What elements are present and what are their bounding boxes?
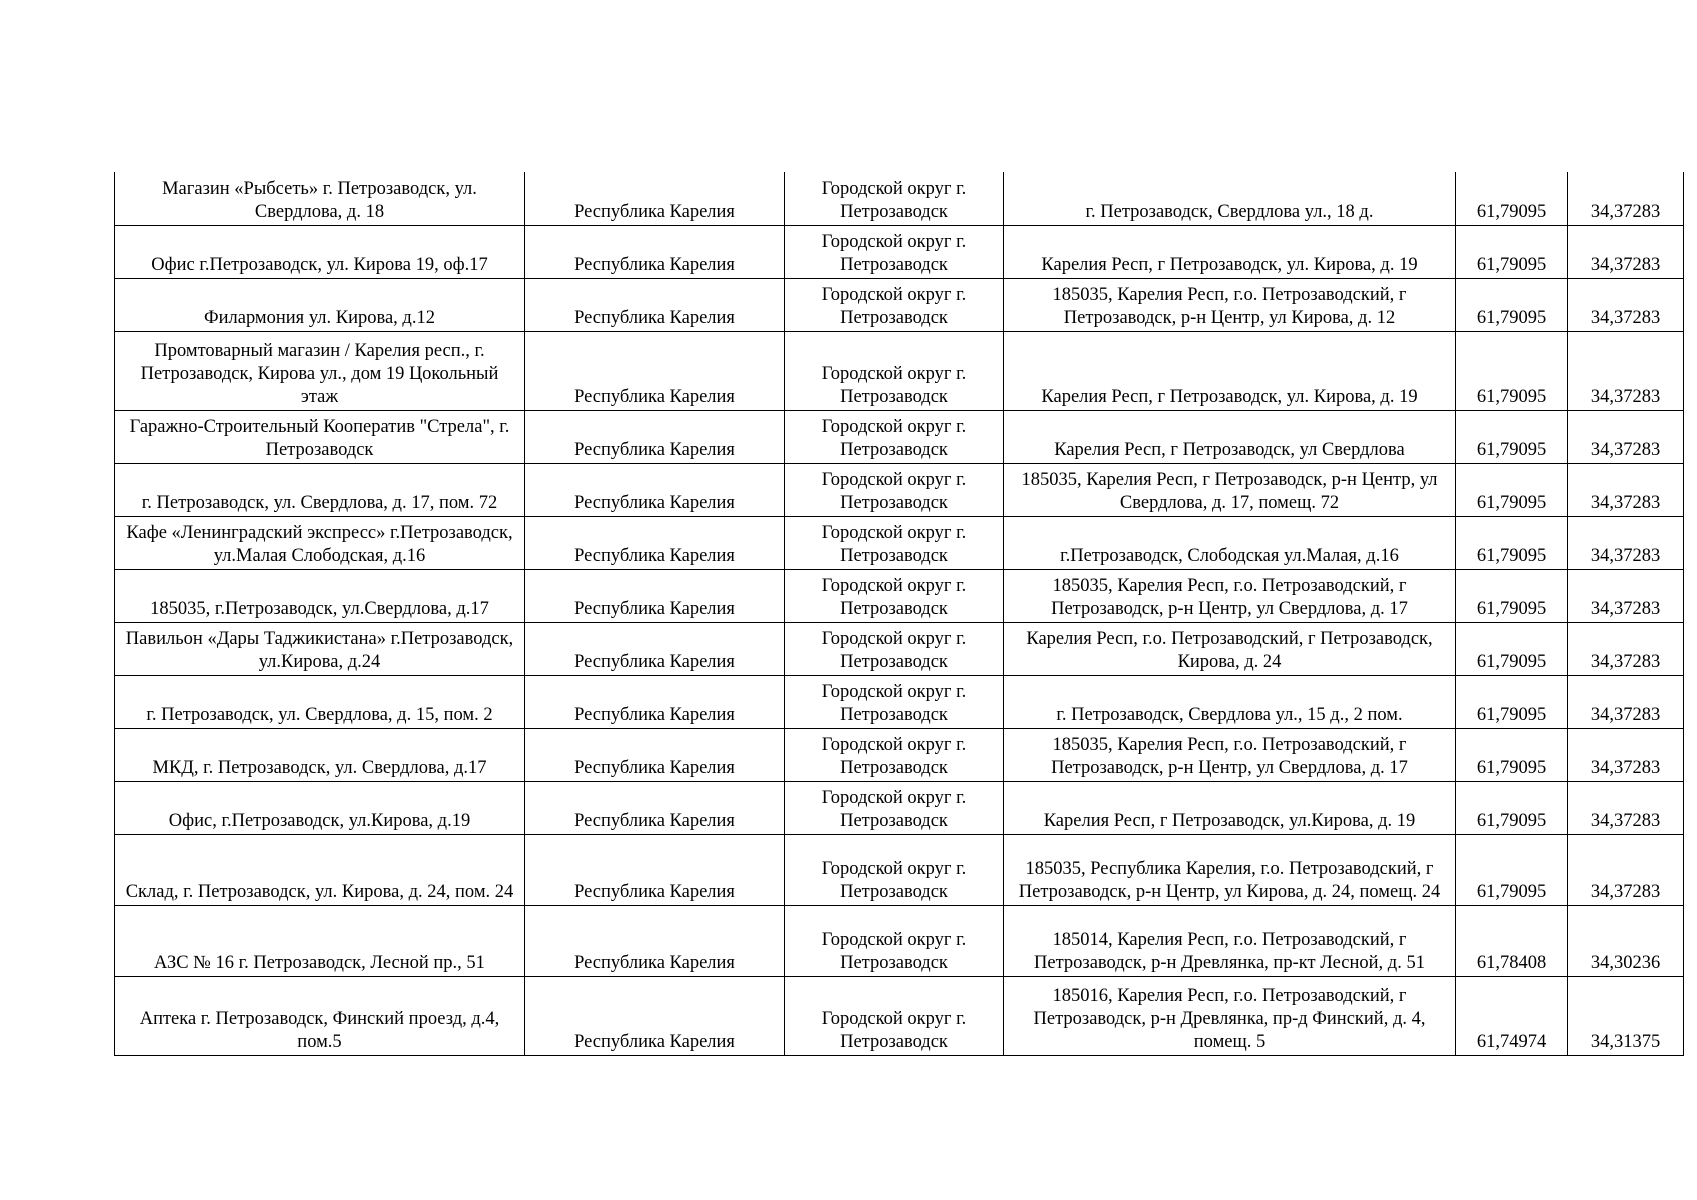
cell-address: г. Петрозаводск, Свердлова ул., 15 д., 2 пом. — [1004, 675, 1456, 728]
address-table-body — [115, 172, 1684, 1055]
cell-longitude: 34,37283 — [1568, 834, 1684, 905]
cell-district: Городской округ г. Петрозаводск — [785, 976, 1004, 1055]
table-row — [115, 410, 1684, 463]
cell-latitude: 61,79095 — [1456, 225, 1568, 278]
cell-longitude: 34,37283 — [1568, 622, 1684, 675]
cell-address: Карелия Респ, г Петрозаводск, ул.Кирова, д. 19 — [1004, 781, 1456, 834]
table-row — [115, 905, 1684, 976]
cell-district: Городской округ г. Петрозаводск — [785, 463, 1004, 516]
cell-latitude: 61,79095 — [1456, 463, 1568, 516]
cell-latitude: 61,79095 — [1456, 410, 1568, 463]
cell-longitude: 34,37283 — [1568, 172, 1684, 225]
cell-name: г. Петрозаводск, ул. Свердлова, д. 17, пом. 72 — [115, 463, 525, 516]
address-table — [114, 172, 1684, 1056]
cell-name: г. Петрозаводск, ул. Свердлова, д. 15, пом. 2 — [115, 675, 525, 728]
cell-district: Городской округ г. Петрозаводск — [785, 675, 1004, 728]
cell-district: Городской округ г. Петрозаводск — [785, 905, 1004, 976]
table-row — [115, 172, 1684, 225]
cell-region: Республика Карелия — [525, 728, 785, 781]
table-row — [115, 331, 1684, 410]
cell-district: Городской округ г. Петрозаводск — [785, 569, 1004, 622]
cell-name: Кафе «Ленинградский экспресс» г.Петрозаводск, ул.Малая Слободская, д.16 — [115, 516, 525, 569]
cell-region: Республика Карелия — [525, 622, 785, 675]
cell-longitude: 34,37283 — [1568, 675, 1684, 728]
cell-address: 185035, Карелия Респ, г.о. Петрозаводский, г Петрозаводск, р-н Центр, ул Свердлова, д. 17 — [1004, 569, 1456, 622]
cell-name: МКД, г. Петрозаводск, ул. Свердлова, д.17 — [115, 728, 525, 781]
cell-district: Городской округ г. Петрозаводск — [785, 781, 1004, 834]
cell-address: 185035, Карелия Респ, г Петрозаводск, р-н Центр, ул Свердлова, д. 17, помещ. 72 — [1004, 463, 1456, 516]
cell-region: Республика Карелия — [525, 331, 785, 410]
cell-address: 185035, Республика Карелия, г.о. Петрозаводский, г Петрозаводск, р-н Центр, ул Кирова, д. 24, помещ. 24 — [1004, 834, 1456, 905]
cell-longitude: 34,37283 — [1568, 728, 1684, 781]
table-row — [115, 675, 1684, 728]
cell-address: 185014, Карелия Респ, г.о. Петрозаводский, г Петрозаводск, р-н Древлянка, пр-кт Лесной, д. 51 — [1004, 905, 1456, 976]
cell-address: Карелия Респ, г Петрозаводск, ул. Кирова, д. 19 — [1004, 225, 1456, 278]
cell-latitude: 61,79095 — [1456, 728, 1568, 781]
cell-name: Промтоварный магазин / Карелия респ., г. Петрозаводск, Кирова ул., дом 19 Цокольный этаж — [115, 331, 525, 410]
cell-latitude: 61,79095 — [1456, 516, 1568, 569]
cell-region: Республика Карелия — [525, 278, 785, 331]
cell-district: Городской округ г. Петрозаводск — [785, 278, 1004, 331]
cell-address: г.Петрозаводск, Слободская ул.Малая, д.16 — [1004, 516, 1456, 569]
cell-latitude: 61,79095 — [1456, 834, 1568, 905]
cell-address: 185035, Карелия Респ, г.о. Петрозаводский, г Петрозаводск, р-н Центр, ул Кирова, д. 12 — [1004, 278, 1456, 331]
cell-name: Магазин «Рыбсеть» г. Петрозаводск, ул. Свердлова, д. 18 — [115, 172, 525, 225]
cell-longitude: 34,37283 — [1568, 781, 1684, 834]
cell-name: Павильон «Дары Таджикистана» г.Петрозаводск, ул.Кирова, д.24 — [115, 622, 525, 675]
cell-address: 185035, Карелия Респ, г.о. Петрозаводский, г Петрозаводск, р-н Центр, ул Свердлова, д. 17 — [1004, 728, 1456, 781]
cell-latitude: 61,79095 — [1456, 278, 1568, 331]
table-row — [115, 728, 1684, 781]
cell-region: Республика Карелия — [525, 976, 785, 1055]
table-row — [115, 225, 1684, 278]
cell-latitude: 61,79095 — [1456, 172, 1568, 225]
cell-region: Республика Карелия — [525, 675, 785, 728]
cell-longitude: 34,37283 — [1568, 410, 1684, 463]
cell-address: г. Петрозаводск, Свердлова ул., 18 д. — [1004, 172, 1456, 225]
cell-longitude: 34,37283 — [1568, 516, 1684, 569]
cell-latitude: 61,78408 — [1456, 905, 1568, 976]
cell-region: Республика Карелия — [525, 516, 785, 569]
cell-name: Офис г.Петрозаводск, ул. Кирова 19, оф.17 — [115, 225, 525, 278]
cell-address: 185016, Карелия Респ, г.о. Петрозаводский, г Петрозаводск, р-н Древлянка, пр-д Финский, д. 4, помещ. 5 — [1004, 976, 1456, 1055]
table-row — [115, 278, 1684, 331]
cell-longitude: 34,31375 — [1568, 976, 1684, 1055]
table-row — [115, 569, 1684, 622]
cell-latitude: 61,79095 — [1456, 331, 1568, 410]
cell-district: Городской округ г. Петрозаводск — [785, 172, 1004, 225]
cell-latitude: 61,79095 — [1456, 781, 1568, 834]
cell-district: Городской округ г. Петрозаводск — [785, 225, 1004, 278]
table-row — [115, 976, 1684, 1055]
table-row — [115, 622, 1684, 675]
cell-region: Республика Карелия — [525, 905, 785, 976]
cell-latitude: 61,79095 — [1456, 675, 1568, 728]
cell-address: Карелия Респ, г.о. Петрозаводский, г Петрозаводск, Кирова, д. 24 — [1004, 622, 1456, 675]
cell-district: Городской округ г. Петрозаводск — [785, 834, 1004, 905]
cell-district: Городской округ г. Петрозаводск — [785, 331, 1004, 410]
cell-name: Гаражно-Строительный Кооператив "Стрела", г. Петрозаводск — [115, 410, 525, 463]
cell-longitude: 34,37283 — [1568, 463, 1684, 516]
cell-region: Республика Карелия — [525, 463, 785, 516]
cell-region: Республика Карелия — [525, 781, 785, 834]
table-row — [115, 516, 1684, 569]
cell-region: Республика Карелия — [525, 172, 785, 225]
cell-address: Карелия Респ, г Петрозаводск, ул. Кирова, д. 19 — [1004, 331, 1456, 410]
cell-district: Городской округ г. Петрозаводск — [785, 410, 1004, 463]
cell-name: АЗС № 16 г. Петрозаводск, Лесной пр., 51 — [115, 905, 525, 976]
cell-region: Республика Карелия — [525, 225, 785, 278]
table-row — [115, 834, 1684, 905]
cell-longitude: 34,37283 — [1568, 331, 1684, 410]
cell-district: Городской округ г. Петрозаводск — [785, 728, 1004, 781]
cell-region: Республика Карелия — [525, 569, 785, 622]
cell-district: Городской округ г. Петрозаводск — [785, 622, 1004, 675]
cell-name: Филармония ул. Кирова, д.12 — [115, 278, 525, 331]
cell-latitude: 61,74974 — [1456, 976, 1568, 1055]
cell-name: Склад, г. Петрозаводск, ул. Кирова, д. 24, пом. 24 — [115, 834, 525, 905]
cell-district: Городской округ г. Петрозаводск — [785, 516, 1004, 569]
cell-longitude: 34,37283 — [1568, 225, 1684, 278]
cell-name: Офис, г.Петрозаводск, ул.Кирова, д.19 — [115, 781, 525, 834]
table-row — [115, 781, 1684, 834]
cell-region: Республика Карелия — [525, 410, 785, 463]
cell-address: Карелия Респ, г Петрозаводск, ул Свердлова — [1004, 410, 1456, 463]
table-row — [115, 463, 1684, 516]
cell-longitude: 34,37283 — [1568, 278, 1684, 331]
cell-longitude: 34,37283 — [1568, 569, 1684, 622]
cell-name: 185035, г.Петрозаводск, ул.Свердлова, д.17 — [115, 569, 525, 622]
cell-region: Республика Карелия — [525, 834, 785, 905]
cell-latitude: 61,79095 — [1456, 569, 1568, 622]
cell-longitude: 34,30236 — [1568, 905, 1684, 976]
cell-latitude: 61,79095 — [1456, 622, 1568, 675]
cell-name: Аптека г. Петрозаводск, Финский проезд, д.4, пом.5 — [115, 976, 525, 1055]
